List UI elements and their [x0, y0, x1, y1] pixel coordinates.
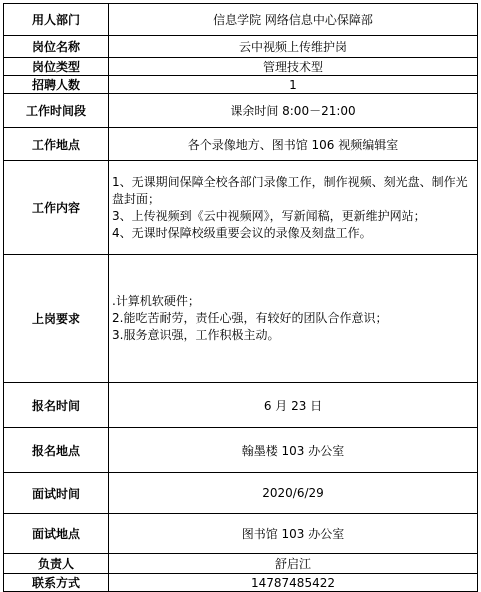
row-work-hours [4, 94, 478, 128]
duties-line: 3、上传视频到《云中视频网》，写新闻稿，更新维护网站； [112, 208, 426, 223]
interview-time-value: 2020/6/29 [109, 473, 478, 514]
row-contact-person [4, 554, 478, 574]
row-position-name [4, 36, 478, 58]
row-contact-info [4, 574, 478, 592]
requirements-line: .计算机软硬件； [112, 294, 200, 308]
requirements-line: 3.服务意识强，工作积极主动。 [112, 328, 280, 342]
row-signup-location [4, 428, 478, 473]
row-department [4, 4, 478, 36]
row-work-location [4, 128, 478, 161]
department-value: 信息学院 网络信息中心保障部 [109, 4, 478, 36]
signup-time-value: 6 月 23 日 [109, 383, 478, 428]
position-name-value: 云中视频上传维护岗 [109, 36, 478, 58]
duties-label: 工作内容 [4, 161, 109, 255]
signup-location-label: 报名地点 [4, 428, 109, 473]
requirements-label: 上岗要求 [4, 255, 109, 383]
work-location-label: 工作地点 [4, 128, 109, 161]
duties-value [109, 161, 478, 255]
contact-info-label: 联系方式 [4, 574, 109, 592]
position-name-label: 岗位名称 [4, 36, 109, 58]
requirements-line: 2.能吃苦耐劳，责任心强，有较好的团队合作意识； [112, 311, 388, 325]
department-label: 用人部门 [4, 4, 109, 36]
interview-time-label: 面试时间 [4, 473, 109, 514]
signup-location-value: 翰墨楼 103 办公室 [109, 428, 478, 473]
work-hours-value: 课余时间 8:00－21:00 [109, 94, 478, 128]
row-duties [4, 161, 478, 255]
job-posting-table [3, 3, 478, 592]
interview-location-label: 面试地点 [4, 514, 109, 554]
work-hours-label: 工作时间段 [4, 94, 109, 128]
row-headcount [4, 76, 478, 94]
contact-person-value: 舒启江 [109, 554, 478, 574]
work-location-value: 各个录像地方、图书馆 106 视频编辑室 [109, 128, 478, 161]
row-interview-location [4, 514, 478, 554]
interview-location-value: 图书馆 103 办公室 [109, 514, 478, 554]
requirements-value [109, 255, 478, 383]
row-requirements [4, 255, 478, 383]
position-type-value: 管理技术型 [109, 58, 478, 76]
duties-line: 1、无课期间保障全校各部门录像工作，制作视频、刻光盘、制作光盘封面； [112, 174, 468, 206]
contact-person-label: 负责人 [4, 554, 109, 574]
headcount-value: 1 [109, 76, 478, 94]
row-position-type [4, 58, 478, 76]
headcount-label: 招聘人数 [4, 76, 109, 94]
row-signup-time [4, 383, 478, 428]
position-type-label: 岗位类型 [4, 58, 109, 76]
signup-time-label: 报名时间 [4, 383, 109, 428]
duties-line: 4、无课时保障校级重要会议的录像及刻盘工作。 [112, 225, 372, 240]
row-interview-time [4, 473, 478, 514]
contact-info-value: 14787485422 [109, 574, 478, 592]
